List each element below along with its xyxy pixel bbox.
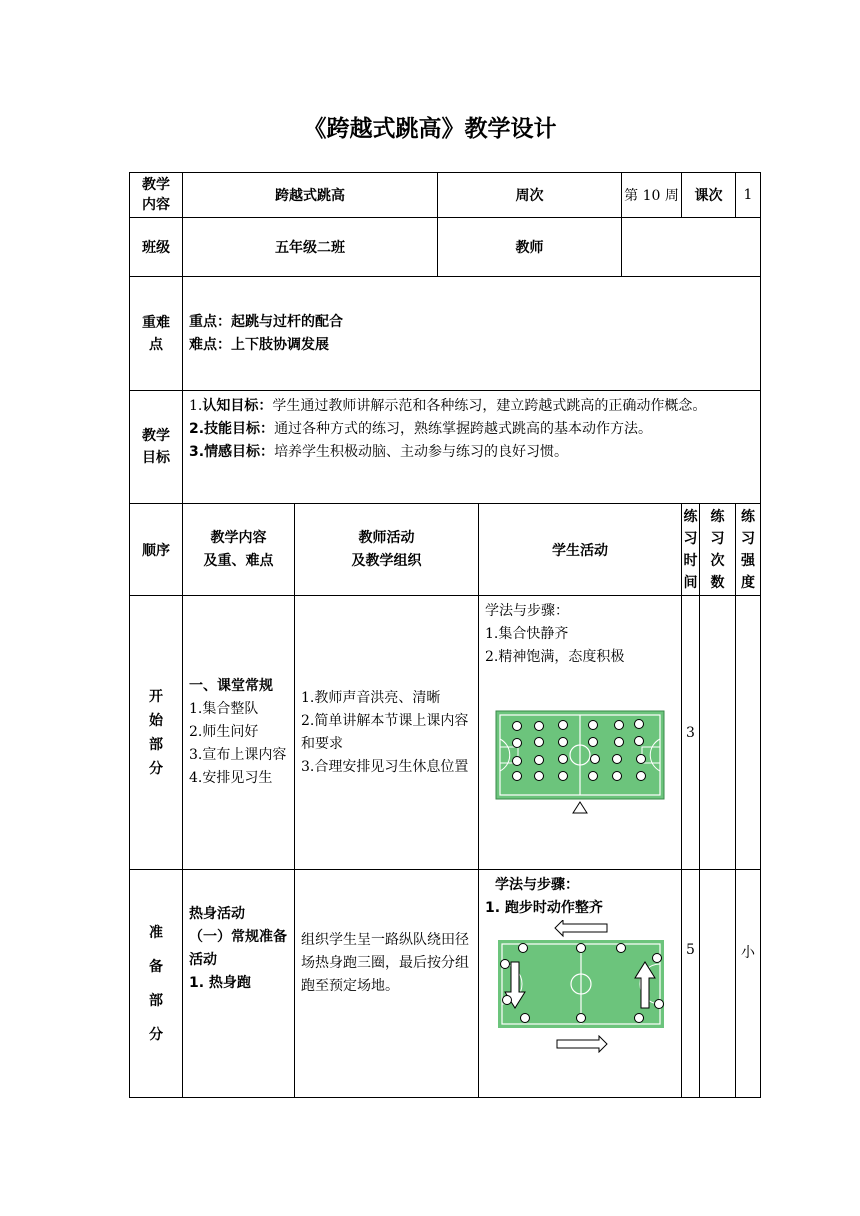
student-title: 学法与步骤： [485,603,569,619]
week-value: 第 10 周 [622,173,682,218]
section-time: 5 [682,870,700,1098]
warmup-run-diagram [495,920,665,1035]
focus-text: 重点：起跳与过杆的配合 [189,313,343,330]
objectives-label: 教学 目标 [130,391,183,504]
week-label: 周次 [438,173,622,218]
key-points-label: 重难 点 [130,277,183,391]
section-intensity: 小 [736,870,761,1098]
col-count: 练 习 次 数 [700,504,736,596]
section-student [479,870,682,1098]
objectives-cell [183,391,761,504]
column-header-row [130,504,761,596]
content-item: 1.集合整队 [189,701,259,717]
section-teacher [295,596,479,870]
section-teacher [295,870,479,1098]
arrow-left-icon [555,920,607,936]
col-student: 学生活动 [479,504,682,596]
objective-item: 1.认知目标： 学生通过教师讲解示范和各种练习，建立跨越式跳高的正确动作概念。 [189,398,707,414]
key-points-row [130,277,761,391]
page-title: 《跨越式跳高》教学设计 [303,116,557,142]
class-label: 班级 [130,218,183,277]
content-item: （一）常规准备活动 [189,928,287,968]
content-item: 1. 热身跑 [189,974,251,991]
teacher-label: 教师 [438,218,622,277]
arrow-right-row [495,1035,665,1053]
content-value: 跨越式跳高 [183,173,438,218]
header-row-class [130,218,761,277]
section-count [700,596,736,870]
lesson-label: 课次 [682,173,736,218]
col-order: 顺序 [130,504,183,596]
content-title: 热身活动 [189,905,245,922]
section-name: 准 备 部 分 [130,870,183,1098]
col-teacher: 教师活动 及教学组织 [295,504,479,596]
teacher-value [622,218,761,277]
student-item: 1. 跑步时动作整齐 [485,900,603,916]
content-label: 教学 内容 [130,173,183,218]
teacher-item: 1.教师声音洪亮、清晰 [301,689,441,706]
student-title: 学法与步骤： [495,877,579,893]
court-formation-diagram [495,709,665,817]
teacher-item: 3.合理安排见习生休息位置 [301,758,469,775]
teacher-marker-icon [573,802,587,813]
student-item: 2.精神饱满，态度积极 [485,649,625,665]
col-intensity: 练 习 强 度 [736,504,761,596]
objective-item: 3.情感目标： 培养学生积极动脑、主动参与练习的良好习惯。 [189,444,569,460]
lesson-value: 1 [736,173,761,218]
content-title: 一、课堂常规 [189,678,273,694]
student-item: 1.集合快静齐 [485,626,569,642]
section-content [183,596,295,870]
teacher-item: 2.简单讲解本节课上课内容和要求 [301,712,469,752]
section-content [183,870,295,1098]
header-row-content [130,173,761,218]
content-item: 4.安排见习生 [189,770,273,786]
content-item: 3.宣布上课内容 [189,747,287,763]
section-count [700,870,736,1098]
objectives-row [130,391,761,504]
section-row-prep [130,870,761,1098]
col-content: 教学内容 及重、难点 [183,504,295,596]
lesson-plan-table [129,172,761,1098]
objective-item: 2.技能目标： 通过各种方式的练习，熟练掌握跨越式跳高的基本动作方法。 [189,421,653,437]
section-row-start [130,596,761,870]
section-intensity [736,596,761,870]
class-value: 五年级二班 [183,218,438,277]
section-student [479,596,682,870]
section-name: 开 始 部 分 [130,596,183,870]
content-item: 2.师生问好 [189,724,259,740]
arrow-right-icon [557,1036,607,1052]
difficulty-text: 难点：上下肢协调发展 [189,336,329,353]
section-time: 3 [682,596,700,870]
key-points-cell [183,277,761,391]
teacher-text: 组织学生呈一路纵队绕田径场热身跑三圈，最后按分组跑至预定场地。 [301,932,469,994]
col-time: 练 习 时 间 [682,504,700,596]
